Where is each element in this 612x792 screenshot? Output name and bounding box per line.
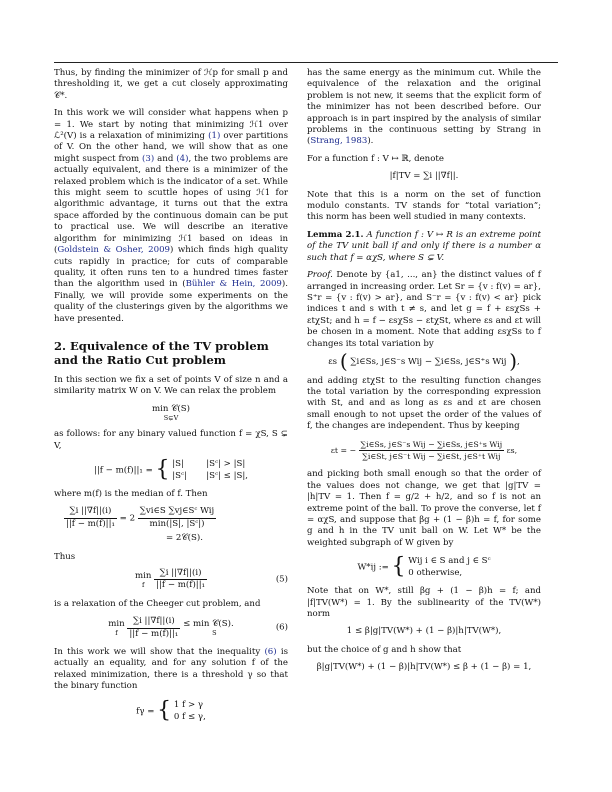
paragraph-thus: Thus — [54, 551, 76, 562]
equation-number: (6) — [275, 622, 288, 633]
right-column — [307, 68, 541, 681]
paragraph-section: In this section we fix a set of points V of size n and a similarity matrix W on V. We can relax the problem — [54, 374, 288, 397]
section-heading: 2. Equivalence of the TV problem and the Ratio Cut problem — [54, 338, 269, 367]
equation-ref-link[interactable]: (6) — [264, 647, 277, 658]
equation-threshold: fγ = { 1 f > γ 0 f ≤ γ, — [136, 697, 206, 723]
equation-weighted-subgraph: W*ij := { Wij i ∈ S and j ∈ Sᶜ 0 otherwise, — [357, 554, 491, 580]
equation-norm-cases: ||f − m(f)||₁ = { |S| |Sᶜ| > |S| |Sᶜ| |Sᶜ| ≤ |S|, — [93, 456, 249, 482]
paragraph-note-tv: Note that this is a norm on the set of function modulo constants. TV stands for “total variation”; this norm has been well studied in many contexts. — [307, 189, 541, 223]
citation-link[interactable]: Bühler & Hein, 2009 — [185, 279, 282, 290]
citation-link[interactable]: Goldstein & Osher, 2009 — [57, 245, 171, 256]
proof-heading: Proof. — [307, 270, 333, 281]
equation-epsilon-t: εt = − $\frac{\text{∑i∈Ss, j∈S⁻s Wij − ∑i∈Ss, j∈S⁺s Wij}}{\text{∑i∈St, j∈S⁻t Wij − ∑i∈St, j∈S⁺t Wij}}$ εs, — [330, 439, 518, 461]
equation-ref-link[interactable]: (4) — [176, 153, 189, 164]
paragraph-but: but the choice of g and h show that — [307, 644, 462, 655]
paragraph-show: In this work we will show that the inequality (6) is actually an equality, and for any solution f of the relaxed minimization, there is a threshold γ so that the binary function — [54, 647, 289, 692]
equation-ratio: $\frac{\sum i ||\nabla f||(i)}{\text{||f − m(f)||₁}}$ = 2 $\frac{\text{∑vi∈S ∑vj∈Sᶜ Wij}}{\text{min(|S|, |Sᶜ|)}}$ = 2𝒞(S). — [66, 506, 215, 544]
lemma-heading: Lemma 2.1. — [307, 229, 364, 240]
header-rule — [54, 62, 558, 63]
paragraph-picking: and picking both small enough so that the order of the values does not change, we get that |g|TV = |h|TV = 1. Then f = g/2 + h/2, and so f is not an extreme point of the ball. To prove the converse, let f = αχS, and suppose that βg + (1 − β)h = f, for some g and h in the TV unit ball on W. Let W* be the weighted subgraph of W given by — [307, 469, 541, 548]
equation-tv-norm: |f|TV = ∑i ||∇f||. — [389, 171, 459, 182]
paragraph-continuation: has the same energy as the minimum cut. While the equivalence of the relaxation and the original problem is not new, it seems that the explicit form of the minimizer has not been described before. Our approach is in part inspired by the analysis of similar problems in the continuous setting by Strang in (Strang, 1983). — [307, 68, 541, 147]
paragraph-adding: and adding εtχSt to the resulting function changes the total variation by the corresponding expression with St, and and as long as εs and εt are chosen small enough to not upset the order of the values of f, the changes are independent. Thus by keeping — [307, 375, 541, 432]
equation-5: min f $\frac{\sum i ||\nabla f||(i)}{\text{||f − m(f)||₁}}$ (5) — [134, 568, 288, 591]
equation-epsilon-s: εs ( ∑i∈Ss, j∈S⁻s Wij − ∑i∈Ss, j∈S⁺s Wij ), — [328, 348, 520, 373]
citation-link[interactable]: Strang, 1983 — [310, 136, 368, 147]
paragraph-proof: Proof. Denote by {a1, ..., an} the distinct values of f arranged in increasing order. Let Sr = {v : f(v) = ar}, S⁺r = {v : f(v) > ar}, and S⁻r = {v : f(v) < ar} pick indices t and s with t ≠ s, and let g = f + εsχSs + εtχSt; and h = f − εsχSs − εtχSt, where εs and εt will be chosen in a moment. Note that adding εsχSs to f changes its total variation by — [307, 270, 541, 349]
left-column — [54, 68, 288, 730]
lemma: Lemma 2.1. A function f : V ↦ R is an extreme point of the TV unit ball if and only if there is a number α such that f = αχS, where S ⊊ V. — [307, 229, 541, 263]
equation-ref-link[interactable]: (1) — [208, 131, 221, 142]
equation-6: min f $\frac{\sum i ||\nabla f||(i)}{\text{||f − m(f)||₁}}$ ≤ min 𝒞(S). S (6) — [108, 616, 288, 639]
paragraph-median: where m(f) is the median of f. Then — [54, 488, 208, 499]
paragraph-function: For a function f : V ↦ ℝ, denote — [307, 153, 444, 164]
paragraph-follows: as follows: for any binary valued function f = χS, S ⊊ V, — [54, 429, 288, 451]
equation-number: (5) — [275, 574, 288, 585]
paragraph-this-work: In this work we will consider what happens when p = 1. We start by noting that minimizing ℋ1 over ℒ²(V) is a relaxation of minimizing (1) over partitions of V. On the other hand, we will show that as one might suspect from (3) and (4), the two problems are actually equivalent, and there is a minimizer of the relaxed problem which is the indicator of a set. While this might seem to scuttle hopes of using ℋ1 for algorithmic advantage, it turns out that the extra space afforded by the continuous domain can be put to practical use. We will describe an iterative algorithm for minimizing ℋ1 based on ideas in (Goldstein & Osher, 2009) which finds high quality cuts rapidly in practice; for cuts of comparable quality, it often runs ten to a hundred times faster than the algorithm used in (Bühler & Hein, 2009). Finally, we will provide some experiments on the quality of the clusterings given by the algorithms we have presented. — [54, 108, 288, 324]
equation-final: β|g|TV(W*) + (1 − β)|h|TV(W*) ≤ β + (1 − β) = 1, — [316, 662, 532, 673]
equation-min-cut: min 𝒞(S) S⊊V — [151, 403, 191, 423]
paragraph-note-w: Note that on W*, still βg + (1 − β)h = f; and |f|TV(W*) = 1. By the sublinearity of the TV(W*) norm — [307, 586, 541, 620]
equation-ref-link[interactable]: (3) — [142, 153, 155, 164]
paragraph-intro: Thus, by finding the minimizer of ℋp for small p and thresholding it, we get a cut closely approximating 𝒞*. — [54, 68, 288, 101]
equation-sublinearity: 1 ≤ β|g|TV(W*) + (1 − β)|h|TV(W*), — [346, 626, 502, 637]
paragraph-relaxation: is a relaxation of the Cheeger cut problem, and — [54, 598, 261, 609]
